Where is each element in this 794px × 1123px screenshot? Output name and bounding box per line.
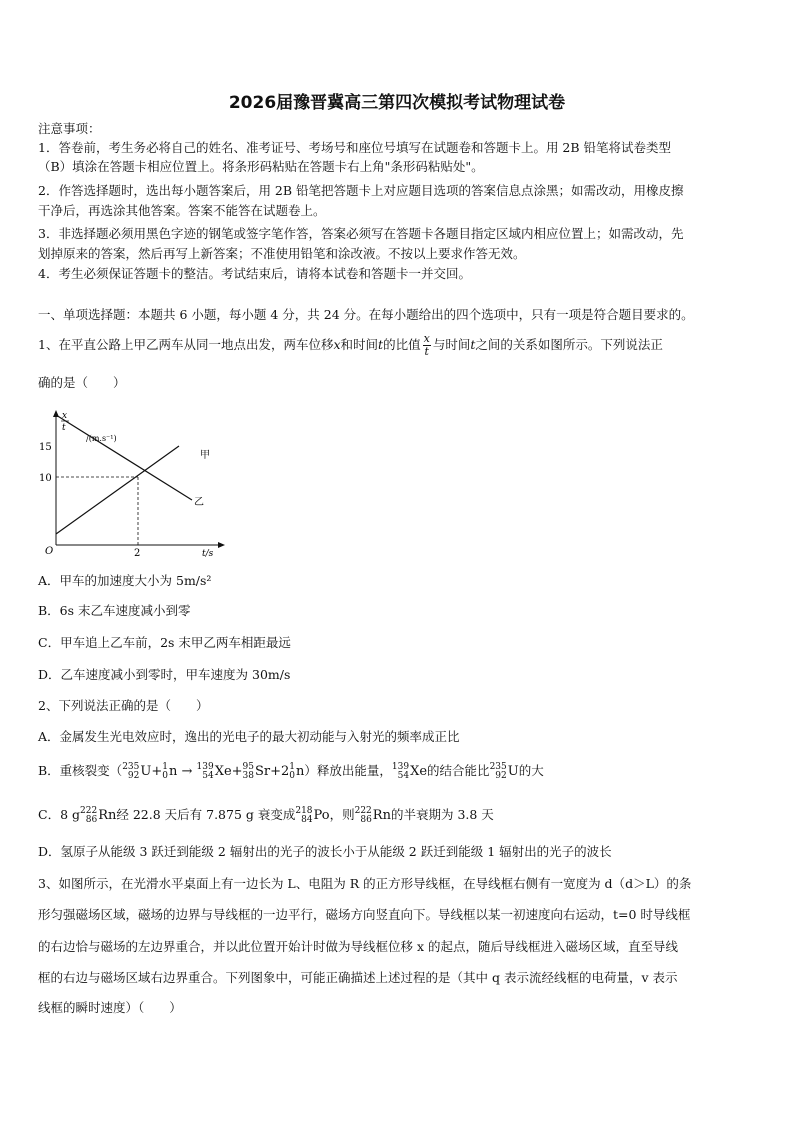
q2-c-text-c: ，则 (329, 807, 355, 822)
x-label: t/s (202, 549, 214, 558)
q1-option-a: A．甲车的加速度大小为 5m/s² (38, 573, 212, 588)
q2-c-text-d: 的半衰期为 3.8 天 (390, 807, 494, 822)
y-unit: /(m.s⁻¹) (86, 434, 117, 443)
q2-option-b: B．重核裂变（ 235 92 U+ 1 0 n → 139 54 Xe+ 95 38 Sr+2 1 0 n）释放出能量， 139 54 Xe的结合能比 235 92 U的大 (38, 761, 544, 781)
q1-option-c: C．甲车追上乙车前，2s 末甲乙两车相距最远 (38, 635, 291, 650)
label-yi: 乙 (194, 497, 204, 508)
nuclide-rn222-b: 222 86 (354, 805, 372, 825)
q1-stem-d: 与时间 (432, 337, 471, 352)
origin-label: O (45, 546, 54, 557)
q2-stem: 2、下列说法正确的是（ ） (38, 698, 209, 713)
q3-line-1: 3、如图所示，在光滑水平桌面上有一边长为 L、电阻为 R 的正方形导线框，在导线框右侧有一宽度为 d（d＞L）的条 (38, 876, 692, 891)
nuclide-n: 1 0 (162, 761, 168, 781)
notice-heading: 注意事项： (38, 121, 101, 136)
line-yi (56, 415, 192, 500)
notice-item-3: 3．非选择题必须用黑色字迹的钢笔或签字笔作答，答案必须写在答题卡各题目指定区域内相应位置上；如需改动，先 (38, 226, 684, 241)
notice-item-2: 2．作答选择题时，选出每小题答案后，用 2B 铅笔把答题卡上对应题目选项的答案信息点涂黑；如需改动，用橡皮擦 (38, 183, 684, 198)
q1-var-x: x (333, 337, 341, 352)
label-jia: 甲 (200, 450, 210, 461)
q3-line-4: 框的右边与磁场区域右边界重合。下列图象中，可能正确描述上述过程的是（其中 q 表示流经线框的电荷量，v 表示 (38, 970, 678, 985)
q2-b-text-d: 的大 (518, 763, 544, 778)
nuclide-xe139: 139 54 (196, 761, 214, 781)
q1-stem (38, 332, 663, 358)
q2-b-text-a: B．重核裂变（ (38, 763, 123, 778)
q3-line-2: 形匀强磁场区域，磁场的边界与导线框的一边平行，磁场方向竖直向下。导线框以某一初速度向右运动，t=0 时导线框 (38, 907, 691, 922)
notice-item-3-cont: 划掉原来的答案，然后再写上新答案；不准使用铅笔和涂改液。不按以上要求作答无效。 (38, 246, 526, 261)
x-axis-arrow (218, 542, 225, 548)
nuclide-u235-b: 235 92 (489, 761, 507, 781)
notice-item-1-cont: （B）填涂在答题卡相应位置上。将条形码粘贴在答题卡右上角"条形码粘贴处"。 (38, 159, 484, 174)
nuclide-xe139-b: 139 54 (391, 761, 410, 781)
q2-c-text-b: 经 22.8 天后有 7.875 g 衰变成 (116, 807, 296, 822)
q1-fraction-num: x (423, 332, 430, 345)
nuclide-rn222: 222 86 (80, 805, 98, 825)
notice-item-2-cont: 干净后，再选涂其他答案。答案不能答在试题卷上。 (38, 203, 326, 218)
line-jia (56, 446, 179, 534)
q1-option-b: B．6s 末乙车速度减小到零 (38, 603, 191, 618)
q3-line-3: 的右边恰与磁场的左边界重合，并以此位置开始计时做为导线框位移 x 的起点，随后导线框进入磁场区域，直至导线 (38, 939, 678, 954)
y-label-num: x (62, 411, 68, 421)
q1-stem-a: 1、在平直公路上甲乙两车从同一地点出发，两车位移 (38, 337, 334, 352)
nuclide-n2: 1 0 (289, 761, 296, 781)
nuclide-sr95: 95 38 (242, 761, 254, 781)
tick-2: 2 (134, 548, 141, 558)
tick-15: 15 (39, 442, 52, 453)
q1-option-d: D．乙车速度减小到零时，甲车速度为 30m/s (38, 667, 291, 682)
q2-option-a: A．金属发生光电效应时，逸出的光电子的最大初动能与入射光的频率成正比 (38, 729, 460, 744)
q2-c-text-a: C．8 g (38, 807, 80, 822)
nuclide-po218: 218 84 (295, 805, 313, 825)
q1-graph (36, 408, 226, 558)
q1-fraction-den: t (424, 345, 429, 358)
q1-stem-line2: 确的是（ ） (38, 375, 126, 390)
page-title: 2026届豫晋冀高三第四次模拟考试物理试卷 (228, 93, 566, 113)
q1-var-t2: t (470, 337, 476, 352)
notice-item-1: 1．答卷前，考生务必将自己的姓名、准考证号、考场号和座位号填写在试题卷和答题卡上。用 2B 铅笔将试卷类型 (38, 140, 672, 155)
q1-stem-c: 的比值 (383, 337, 421, 352)
q3-line-5: 线框的瞬时速度）（ ） (38, 1000, 182, 1015)
q1-fraction (423, 333, 431, 358)
q2-option-d: D．氢原子从能级 3 跃迁到能级 2 辐射出的光子的波长小于从能级 2 跃迁到能级 1 辐射出的光子的波长 (38, 844, 612, 859)
q1-var-t: t (378, 337, 384, 352)
tick-10: 10 (39, 473, 52, 484)
q2-b-text-c: 的结合能比 (427, 763, 490, 778)
q1-stem-e: 之间的关系如图所示。下列说法正 (475, 337, 663, 352)
q2-option-c: C．8 g 222 86 Rn经 22.8 天后有 7.875 g 衰变成 218 84 Po，则 222 86 Rn的半衰期为 3.8 天 (38, 805, 494, 825)
section-heading: 一、单项选择题：本题共 6 小题，每小题 4 分，共 24 分。在每小题给出的四个选项中，只有一项是符合题目要求的。 (38, 307, 694, 322)
notice-item-4: 4．考生必须保证答题卡的整洁。考试结束后，请将本试卷和答题卡一并交回。 (38, 266, 471, 281)
q1-stem-b: 和时间 (340, 337, 379, 352)
y-label-den: t (62, 423, 66, 433)
q2-b-text-b: ）释放出能量， (304, 763, 392, 778)
nuclide-u235: 235 92 (122, 761, 140, 781)
